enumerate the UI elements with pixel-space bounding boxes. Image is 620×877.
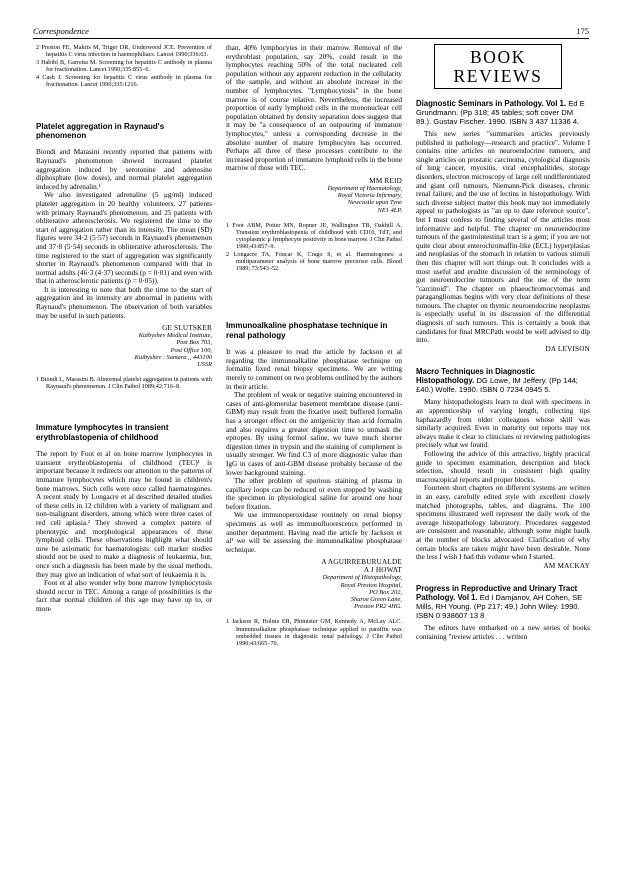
address-line: Sharoe Green Lane, — [350, 596, 402, 604]
paragraph: Foot et al also wonder why bone marrow lymphocytosis should occur in TEC. Among a range of possibilities is the fact that normal children of this age may have up to, or more — [36, 579, 212, 613]
address-line: Royal Victoria Infirmary, — [337, 192, 402, 200]
paragraph: than, 40% lymphocytes in their marrow. Removal of the erythroblast population, say 20%, could result in the lymphocytes reaching 50% of the total nucleated cell population without any apparent reduction in the cellularity of the sample, and without an absolute increase in the number of lymphocytes. "Lymphocytosis" in the bone marrow is of course relative. Nevertheless, the increased proportion of early lymphoid cells in the mononuclear cell population obtained by density separation does suggest that it may be "a consequence of an outpouring of immature lymphocytes," unless a corresponding decrease in the absolute number of mature lymphocytes has occurred. Perhaps all three of these processes contribute to the increased proportion of immature lymphoid cells in the bone marrow of those with TEC. — [226, 44, 402, 173]
heading-line: REVIEWS — [453, 66, 543, 86]
review-citation — [416, 99, 590, 126]
paragraph: We also investigated adrenaline (5 μg/ml) induced platelet aggregation in 20 healthy volunteers, 27 patients with primary Raynaud's phenomenon, and 25 patients with obliterative atherosclerosis. We registered the time to the start of aggregation rather than its intensity. The mean (SD) figures were 34·2 (5·57) seconds in Raynaud's phenomenon and 37·8 (5·54) seconds in obliterative atherosclerosis. The time registered to the start of aggregation was significantly shorter in Raynaud's phenomenon compared with that in normal adults (46·3 (4·37) seconds (p = 0·01) and even with that in atherosclerotic patients (p = 0·05)). — [36, 191, 212, 286]
review-body: Many histopathologists learn to deal with specimens in an apprenticeship of varying length, collecting tips haphazardly from older colleagues whose skill was similarly acquired. Even in maturity our reports may not always make it clear to clinicians or reviewing pathologists precisely what we found. — [416, 398, 590, 450]
reviewer-name: AM MACKAY — [543, 561, 590, 570]
review-body: Fourteen short chapters on different systems are written in an easy, carefully edited style with excellent closely matched photographs, tables, and diagrams. The 100 specimens illustrated well represent the daily work of the average histopathology laboratory. Procedures suggested are consistent and reasonable, although some might baulk at the number of blocks advocated. Clarification of why certain blocks are taken might have been desirable. None the less I wish I had this volume when I started. — [416, 484, 590, 562]
paragraph: The report by Foot et al on bone marrow lymphocytes in transient erythroblastopenia of childhood (TEC)¹ is important because it redirects our attention to the patterns of immature lymphocytes which may be found in children's bone marrows. Such cells were once called haematogones. A recent study by Longacre et al described detailed studies of these cells in 12 children with a variety of malignant and non-malignant disorders, among which were three cases of red cell aplasia.² They showed a complex pattern of phenotypic and morphological appearances of these lymphoid cells. These observations highlight what should now be axiomatic for haematologists: cell marker studies should not be used to make a diagnosis of leukaemia, but, once such a diagnosis has been made by the usual methods, they may give an indication of what sort of leukaemia it is. — [36, 450, 212, 579]
letter-title-platelet: Platelet aggregation in Raynaud's phenomenon — [36, 121, 165, 140]
address-line: NE1 4LP. — [377, 206, 402, 214]
page-number: 175 — [576, 26, 589, 36]
review-citation — [416, 584, 590, 620]
column-right — [416, 44, 590, 642]
reviewer-name: DA LEVISON — [545, 344, 590, 353]
review-body: The editors have embarked on a new series of books containing "review articles . . . written — [416, 624, 590, 641]
address-line: Kuibyshev : Samara ,, 443100 — [134, 353, 212, 361]
paragraph: We use immunoperoxidase routinely on renal biopsy specimens as well as immunofluorescence performed in another department. Having read the article by Jackson et al¹ we will be assessing the immunoalkaline phosphatase technique. — [226, 511, 402, 554]
address-line: PO Box 202, — [369, 588, 402, 596]
letter-title-immunoalkaline: Immunoalkaline phosphatase technique in renal pathology — [226, 321, 388, 340]
address-line: Preston PR2 4HG. — [354, 603, 402, 611]
review-body: Following the advice of this attractive, highly practical guide to specimen examination, description and block selection, should result in consistent high quality macroscopical reports and proper blocks. — [416, 450, 590, 484]
reference: 1 Biondi L, Marasini B. Abnormal platelet aggregation in patients with Raynaud's phenomenon. J Clin Pathol 1989;42:716–8. — [36, 376, 212, 391]
author-name: GE SLUTSKER — [162, 324, 212, 333]
paragraph: It is interesting to note that both the time to the start of aggregation and its intensity are abnormal in patients with Raynaud's phenomenon. The observation of both variables may be useful in such patients. — [36, 285, 212, 320]
column-middle — [226, 44, 402, 648]
address-line: Kuibyshev Medical Institute, — [138, 332, 212, 340]
book-title: Diagnostic Seminars in Pathology. Vol 1. — [416, 99, 567, 108]
book-details: Ed I Damjanov, AH Cohen, SE Mills, RH Young. (Pp 217; 49.) John Wiley. 1990. ISBN 0 938607 13 8 — [416, 593, 583, 621]
section-header: Correspondence — [33, 26, 89, 36]
book-details: Ed E Grundmann. (Pp 318; 45 tables; soft cover DM 89.). Gustav Fischer. 1990. ISBN 3 437 11336 4. — [416, 99, 585, 126]
paragraph: The problem of weak or negative staining encountered in cases of anti-glomerular basement membrane disease (anti-GBM) may result from the fixative used; buffered formalin has a stronger effect on the antigenicity than acid formalin and also requires a greater digestion time to unmask the epitopes. By using formol saline, we have much shorter digestion times in trypsin and the staining of complement is usually stronger. We find C3 of more diagnostic value than IgG in cases of anti-GBM disease probably because of the lower background staining. — [226, 391, 402, 477]
reference-list-top — [36, 44, 212, 89]
author-name: MM REID — [369, 176, 402, 185]
paragraph: The other problem of spurious staining of plasma in capillary loops can be reduced or even stopped by washing the specimen in physiological saline for around one hour before fixation. — [226, 477, 402, 511]
review-citation — [416, 367, 590, 394]
signature-block — [226, 177, 402, 214]
reference: 2 Preston FE, Makris M, Triger DR, Underwood JCE. Prevention of hepatitis C virus infection in haemophiliacs. Lancet 1990;336:63. — [36, 44, 212, 59]
column-left — [36, 44, 212, 614]
reference: 2 Longacre TA, Foucar K, Crago S, et al. Haematogones: a multiparameter analysis of bone marrow precursor cells. Blood 1989; 73:543–52. — [226, 251, 402, 273]
author-name: A J HOWAT — [363, 566, 402, 575]
reference: 1 Jackson R, Holme ER, Phimister GM, Kennedy A, McLay ALC. Immunoalkaline phosphatase technique applied to paraffin wax embedded tissues in diagnostic renal pathology. J Clin Pathol 1990;43:665–70. — [226, 618, 402, 647]
header-rule — [33, 38, 589, 39]
author-name: A AGUIRREBURUALDE — [321, 558, 402, 567]
reference: 3 Habibi B, Garretta M. Screening for hepatitis C antibody in plasma for fractionation. Lancet 1990;335:855–6. — [36, 59, 212, 74]
address-line: Department of Haematology, — [327, 184, 402, 192]
address-line: Post Office 100, — [170, 346, 212, 354]
address-line: Newcastle upon Tyne — [347, 199, 402, 207]
heading-line: BOOK — [470, 47, 526, 67]
paragraph: Biondi and Marasini recently reported that patients with Raynaud's phenomenon showed increased platelet aggregation induced by serotonine and adenosine diphosphate (low doses), and normal platelet aggregation induced by adrenalin.¹ — [36, 148, 212, 191]
address-line: Department of Histopathology, — [322, 574, 402, 582]
address-line: Post Box 703, — [176, 339, 212, 347]
paragraph: It was a pleasure to read the article by Jackson et al regarding the immunoalkaline phosphatase technique on formalin fixed renal biopsy specimens. We are writing merely to comment on two problems outlined by the authors in their article. — [226, 348, 402, 391]
book-title: Progress in Reproductive and Urinary Tract Pathology. Vol 1. — [416, 584, 578, 603]
address-line: USSR — [197, 361, 212, 369]
review-body: This new series "summarises articles previously published in pathology—research and practice". Volume I contains nine articles on neuroendocrine tumours, and single articles on prostatic carcinoma, cytological diagnosis of lung cancer, myositis, viral encephalitides, storage disorders, electron microscopy of large cell undifferentiated and giant cell tumours, Niemann-Pick diseases, chronic renal failure, and the use of lectins in histopathology. With such diverse subject matter this book may not immediately appeal to pathologists as "an up to date reference source", but I must confess to finding several of the articles most informative and helpful. The chapter on neuroendocrine tumours of the gastrointestinal tract is a gem; if you are not quite clear about enterochromaffin-like (ECL) hyperplasias and neoplasias of the stomach in relation to various stimuli then this chapter will sort things out. It concludes with a most useful and erudite discussion of the terminology of gut neuroendocrine tumours and the use of the term "carcinoid". The chapter on phaeochromocytomas and paragangliomas begins with very clear definitions of these tumours. The chapter on thymic neuroendocrine neoplasms is especially useful in its discussion of the differential diagnosis of such tumours. This is certainly a book that candidates for final MRCPath would be well advised to dip into. — [416, 130, 590, 345]
book-title: Macro Techniques in Diagnostic Histopathology. — [416, 367, 535, 386]
signature-block — [226, 558, 402, 610]
letter-title-lymphocytes: Immature lymphocytes in transient erythroblastopenia of childhood — [36, 423, 169, 442]
book-details: DG Lowe, IM Jeffery. (Pp 144; £40.) Wolfe. 1990. ISBN 0 7234 0945 5. — [416, 376, 578, 395]
reference: 1 Foot ABM, Potter MN, Ropner JE, Wallington TB, Oakhill A. Transient erythroblastopenia of childhood with CD10, TdT, and cytoplasmic μ lymphocyte positivity in bone marrow. J Clin Pathol 1990;43:857–9. — [226, 221, 402, 250]
address-line: Royal Preston Hospital, — [340, 581, 402, 589]
book-reviews-heading — [434, 44, 562, 89]
signature-block — [36, 324, 212, 368]
reference: 4 Cash J. Screening for hepatitis C virus antibody in plasma for fractionation. Lancet 1990;335:1216. — [36, 74, 212, 89]
